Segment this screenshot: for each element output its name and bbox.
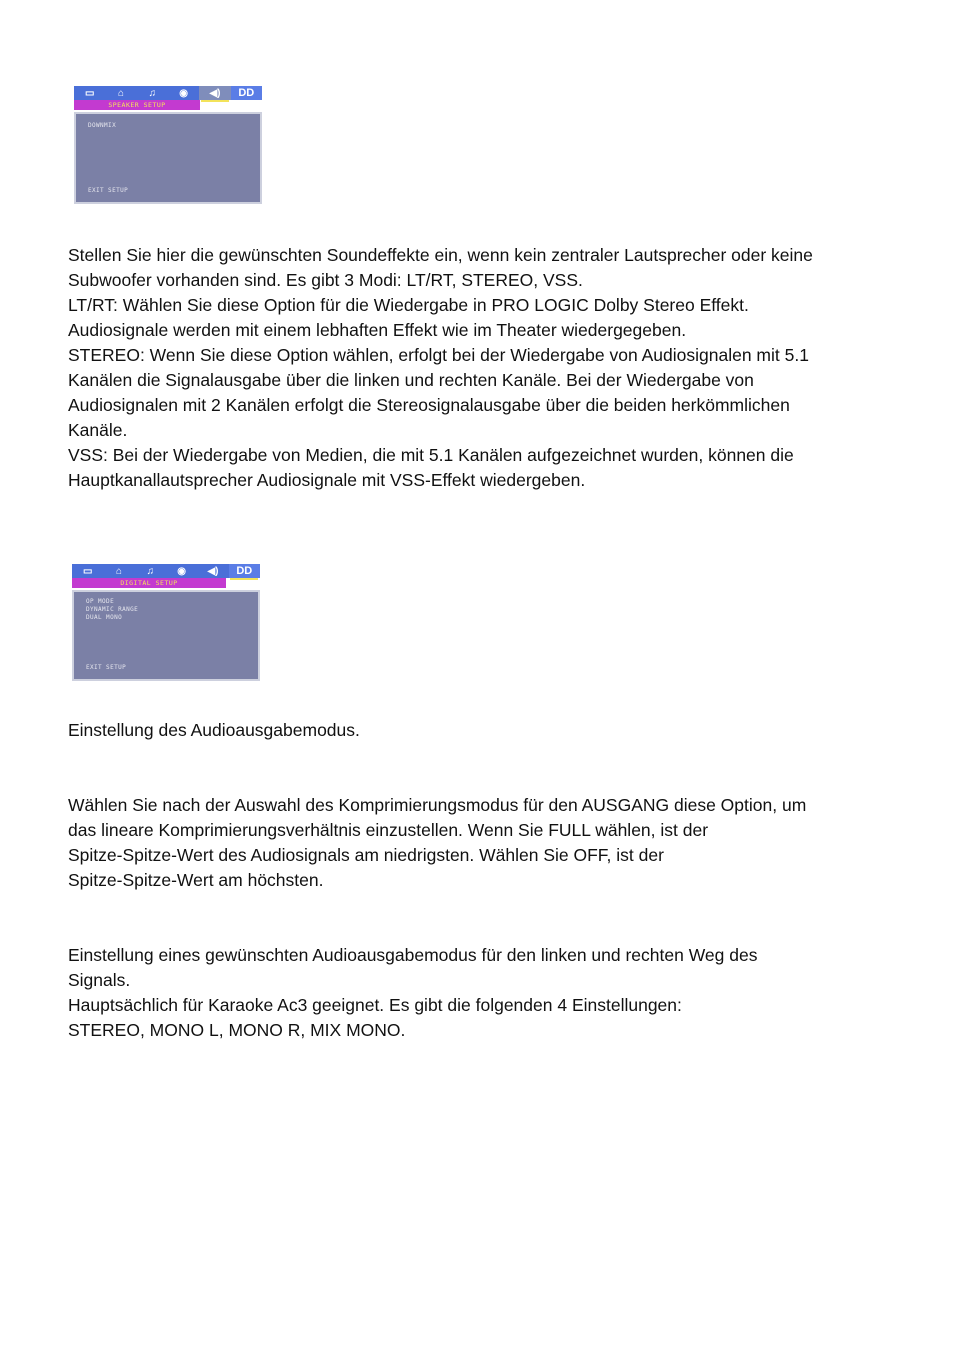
text-line: Einstellung eines gewünschten Audioausgabemodus für den linken und rechten Weg des <box>68 945 758 965</box>
menu-item-dynamic-range: DYNAMIC RANGE <box>86 606 139 613</box>
digital-setup-screenshot <box>72 564 260 681</box>
text-line: Spitze-Spitze-Wert am höchsten. <box>68 870 324 890</box>
text-line: STEREO: Wenn Sie diese Option wählen, erfolgt bei der Wiedergabe von Audiosignalen mit 5.1 <box>68 345 809 365</box>
text-line: VSS: Bei der Wiedergabe von Medien, die mit 5.1 Kanälen aufgezeichnet wurden, können die <box>68 445 794 465</box>
music-icon: ♫ <box>148 87 157 99</box>
menu-item-op-mode: OP MODE <box>86 598 115 605</box>
dolby-digital-icon: DD <box>229 564 260 578</box>
text-line: STEREO, MONO L, MONO R, MIX MONO. <box>68 1020 406 1040</box>
dual-mono-description <box>68 943 898 1043</box>
speaker-description <box>68 243 898 493</box>
text-line: Kanälen die Signalausgabe über die linken und rechten Kanäle. Bei der Wiedergabe von <box>68 370 754 390</box>
text-line: Subwoofer vorhanden sind. Es gibt 3 Modi: LT/RT, STEREO, VSS. <box>68 270 583 290</box>
osd-tab-bar <box>72 564 260 578</box>
music-icon: ♫ <box>146 565 155 577</box>
op-mode-description <box>68 718 898 743</box>
speaker-icon: ◀) <box>199 86 230 100</box>
text-line: Einstellung des Audioausgabemodus. <box>68 720 360 740</box>
dolby-digital-icon: DD <box>231 86 262 100</box>
text-line: Wählen Sie nach der Auswahl des Komprimierungsmodus für den AUSGANG diese Option, um <box>68 795 807 815</box>
osd-menu-body <box>72 590 260 681</box>
text-line: Spitze-Spitze-Wert des Audiosignals am niedrigsten. Wählen Sie OFF, ist der <box>68 845 664 865</box>
osd-title-bar <box>72 578 226 588</box>
text-line: Audiosignale werden mit einem lebhaften Effekt wie im Theater wiedergegeben. <box>68 320 687 340</box>
osd-title-bar <box>74 100 200 110</box>
text-line: Audiosignalen mit 2 Kanälen erfolgt die Stereosignalausgabe über die beiden herkömmlichen <box>68 395 790 415</box>
text-line: Hauptkanallautsprecher Audiosignale mit VSS-Effekt wiedergeben. <box>68 470 586 490</box>
text-line: Stellen Sie hier die gewünschten Soundeffekte ein, wenn kein zentraler Lautsprecher oder keine <box>68 245 813 265</box>
person-icon: ⌂ <box>117 87 125 99</box>
speaker-icon: ◀) <box>207 565 219 577</box>
text-line: Signals. <box>68 970 131 990</box>
active-tab-indicator <box>230 578 258 580</box>
disc-icon: ◉ <box>179 87 189 99</box>
text-line: LT/RT: Wählen Sie diese Option für die Wiedergabe in PRO LOGIC Dolby Stereo Effekt. <box>68 295 749 315</box>
tv-icon: ▭ <box>82 565 93 577</box>
disc-icon: ◉ <box>177 565 187 577</box>
tv-icon: ▭ <box>84 87 95 99</box>
dynamic-range-description <box>68 793 898 893</box>
text-line: das lineare Komprimierungsverhältnis einzustellen. Wenn Sie FULL wählen, ist der <box>68 820 709 840</box>
menu-item-downmix: DOWNMIX <box>88 122 117 129</box>
speaker-setup-screenshot <box>74 86 262 204</box>
menu-item-exit-setup: EXIT SETUP <box>86 664 127 671</box>
menu-item-dual-mono: DUAL MONO <box>86 614 123 621</box>
text-line: Kanäle. <box>68 420 128 440</box>
osd-tab-bar <box>74 86 262 100</box>
osd-title: DIGITAL SETUP <box>120 579 178 587</box>
person-icon: ⌂ <box>115 565 123 577</box>
menu-item-exit-setup: EXIT SETUP <box>88 187 129 194</box>
osd-title: SPEAKER SETUP <box>108 101 166 109</box>
osd-menu-body <box>74 112 262 204</box>
active-tab-indicator <box>201 100 229 102</box>
text-line: Hauptsächlich für Karaoke Ac3 geeignet. Es gibt die folgenden 4 Einstellungen: <box>68 995 682 1015</box>
